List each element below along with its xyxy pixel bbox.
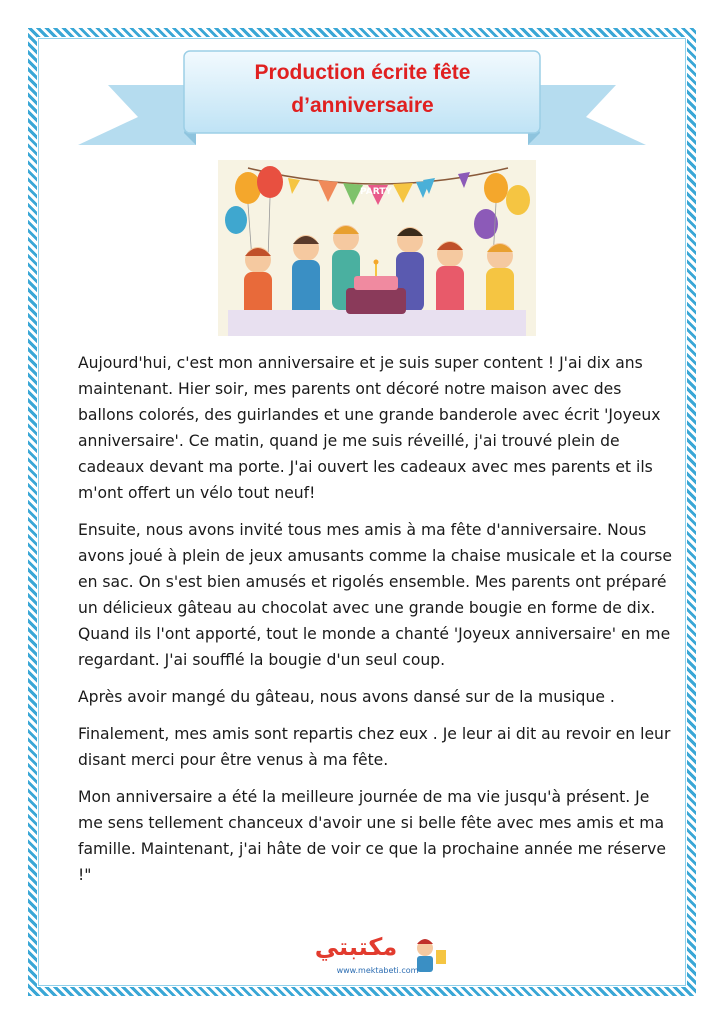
- party-banner-text: PARTY: [360, 187, 392, 197]
- paragraph: Aujourd'hui, c'est mon anniversaire et je suis super content ! J'ai dix ans maintenant. Hier soir, mes parents ont décoré notre maison avec des ballons colorés, des guirlandes et une grande banderole avec écrit 'Joyeux anniversaire'. Ce matin, quand je me suis réveillé, j'ai trouvé plein de cadeaux devant ma porte. J'ai ouvert les cadeaux avec mes parents et ils m'ont offert un vélo tout neuf!: [78, 354, 661, 502]
- paragraph: Ensuite, nous avons invité tous mes amis à ma fête d'anniversaire. Nous avons joué à plein de jeux amusants comme la chaise musicale et la course en sac. On s'est bien amusés et rigolés ensemble. Mes parents ont préparé un délicieux gâteau au chocolat avec une grande bougie en forme de dix. Quand ils l'ont apporté, tout le monde a chanté 'Joyeux anniversaire' en me regardant. J'ai soufflé la bougie d'un seul coup.: [78, 521, 673, 669]
- page-title: [185, 56, 540, 122]
- title-line-1: Production écrite fête: [254, 61, 471, 84]
- logo-url: www.mektabeti.com: [336, 966, 419, 975]
- essay-text: [78, 350, 678, 899]
- logo-name: مكتبتي: [314, 933, 398, 961]
- title-line-2: d’anniversaire: [291, 94, 434, 117]
- paragraph: Après avoir mangé du gâteau, nous avons dansé sur de la musique .: [78, 688, 615, 706]
- party-illustration: [218, 160, 536, 336]
- paragraph: Mon anniversaire a été la meilleure journée de ma vie jusqu'à présent. Je me sens tellement chanceux d'avoir une si belle fête avec mes amis et ma famille. Maintenant, j'ai hâte de voir ce que la prochaine année me réserve !": [78, 788, 666, 884]
- paragraph: Finalement, mes amis sont repartis chez eux . Je leur ai dit au revoir en leur disant merci pour être venus à ma fête.: [78, 725, 671, 769]
